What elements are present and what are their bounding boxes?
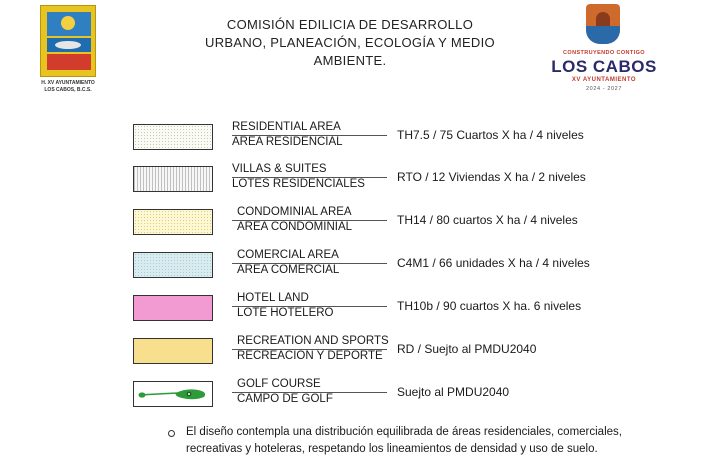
legend-density: Suejto al PMDU2040 (397, 385, 510, 399)
note-text: El diseño contempla una distribución equilibrada de áreas residenciales, comerciales, recreativas y hoteleras, respetando los lineamientos de densidad y uso de suelo. (186, 426, 622, 455)
legend-label-en: RESIDENTIAL AREA (232, 121, 341, 133)
legend-row-golf (0, 375, 711, 417)
legend-label-en: VILLAS & SUITES (232, 163, 327, 175)
golf-course-icon (134, 382, 211, 405)
legend-density: TH14 / 80 cuartos X ha / 4 niveles (397, 213, 578, 227)
legend-divider (232, 306, 387, 307)
legend-label-es: AREA COMERCIAL (237, 264, 340, 276)
legend-label-en: GOLF COURSE (237, 378, 321, 390)
hotel-swatch (133, 295, 213, 321)
title-line-1: COMISIÓN EDILICIA DE DESARROLLO (226, 17, 474, 32)
legend-divider (232, 220, 387, 221)
legend-row-recreation (0, 332, 711, 374)
comercial-swatch (133, 252, 213, 278)
legend-label-es: CAMPO DE GOLF (237, 393, 333, 405)
page-title (180, 16, 520, 70)
title-line-3: AMBIENTE. (313, 53, 387, 68)
legend-row-comercial (0, 246, 711, 288)
legend-divider (232, 263, 387, 264)
logo-name: LOS CABOS (551, 57, 657, 76)
legend-row-condominial (0, 203, 711, 245)
logo-subtitle: XV AYUNTAMIENTO (571, 77, 637, 83)
legend-density: C4M1 / 66 unidades X ha / 4 niveles (397, 256, 590, 270)
los-cabos-logo (548, 0, 660, 100)
legend-density: TH10b / 90 cuartos X ha. 6 niveles (397, 299, 582, 313)
golf-swatch (133, 381, 213, 407)
legend-label-es: RECREACION Y DEPORTE (237, 350, 383, 362)
legend-label-en: RECREATION AND SPORTS (237, 335, 389, 347)
municipal-logo-caption: H. XV AYUNTAMIENTO LOS CABOS, B.C.S. (41, 80, 95, 93)
condominial-swatch (133, 209, 213, 235)
residential-swatch (133, 124, 213, 150)
logo-tagline: CONSTRUYENDO CONTIGO (563, 50, 645, 56)
title-line-2: URBANO, PLANEACIÓN, ECOLOGÍA Y MEDIO (205, 35, 495, 50)
legend-divider (232, 349, 387, 350)
bullet-circle-icon (168, 430, 175, 437)
legend-row-residential (0, 118, 711, 160)
legend-divider (232, 135, 387, 136)
legend-density: TH7.5 / 75 Cuartos X ha / 4 niveles (397, 128, 584, 142)
legend-label-en: CONDOMINIAL AREA (237, 206, 352, 218)
recreation-swatch (133, 338, 213, 364)
legend-row-villas (0, 160, 711, 202)
legend-label-es: LOTE HOTELERO (237, 307, 334, 319)
legend-density: RD / Suejto al PMDU2040 (397, 342, 537, 356)
legend-divider (232, 177, 387, 178)
logo-years: 2024 - 2027 (586, 86, 622, 92)
villas-swatch (133, 166, 213, 192)
document-header (0, 0, 711, 110)
legend-label-es: LOTES RESIDENCIALES (232, 178, 365, 190)
legend-density: RTO / 12 Viviendas X ha / 2 niveles (397, 170, 586, 184)
legend-label-en: HOTEL LAND (237, 292, 309, 304)
legend-divider (232, 392, 387, 393)
legend-label-es: AREA CONDOMINIAL (237, 221, 353, 233)
legend-label-es: AREA RESIDENCIAL (232, 136, 343, 148)
legend-row-hotel (0, 289, 711, 331)
municipal-shield-logo (40, 5, 96, 77)
legend-label-en: COMERCIAL AREA (237, 249, 339, 261)
crest-icon (586, 4, 620, 44)
